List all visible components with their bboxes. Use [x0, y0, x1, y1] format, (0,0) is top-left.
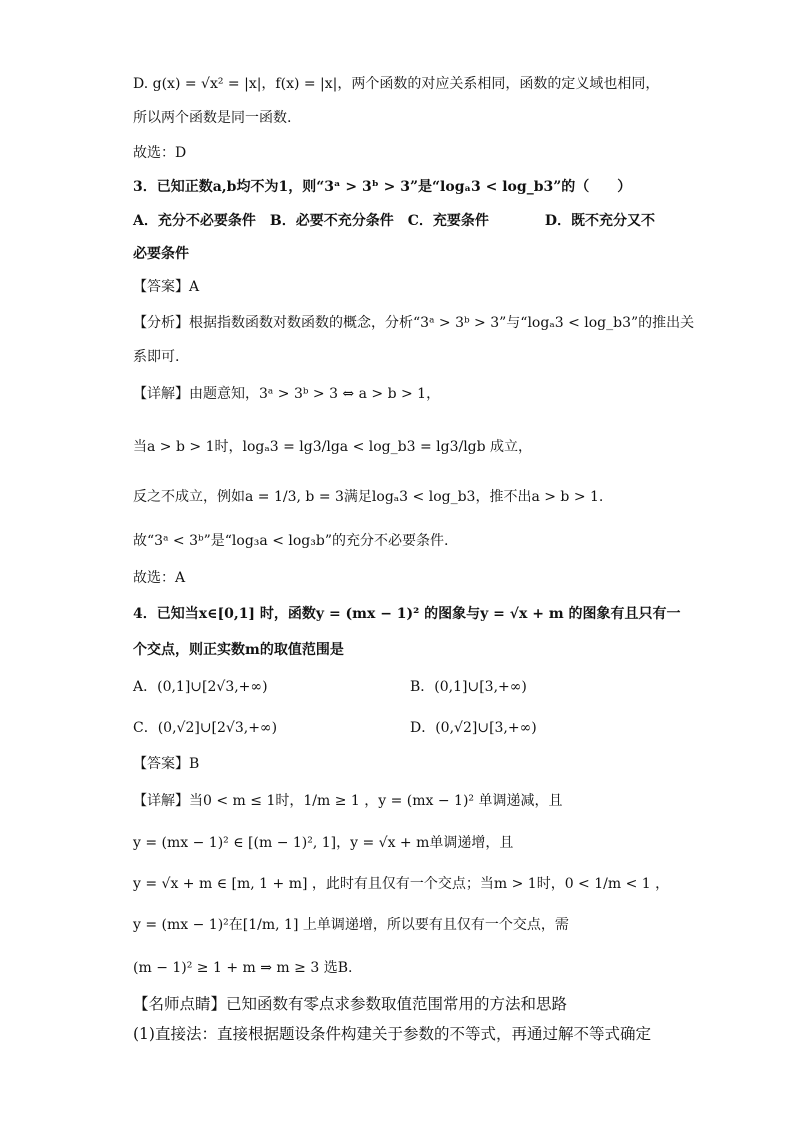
text-line: A．(0,1]∪[2√3,+∞) — [133, 679, 268, 695]
text-line: B．(0,1]∪[3,+∞) — [410, 679, 527, 695]
text-line: C．(0,√2]∪[2√3,+∞) — [133, 720, 278, 736]
text-line: y = (mx − 1)²在[1/m, 1] 上单调递增，所以要有且仅有一个交点，需 — [133, 917, 569, 933]
text-line: D. g(x) = √x² = |x|，f(x) = |x|，两个函数的对应关系相同，函数的定义域也相同， — [133, 76, 660, 92]
text-line: 必要条件 — [133, 246, 189, 262]
text-line: 【详解】当0 < m ≤ 1时，1/m ≥ 1 ，y = (mx − 1)² 单调递减，且 — [133, 793, 563, 809]
text-line: 个交点，则正实数m的取值范围是 — [133, 642, 344, 658]
text-line: y = (mx − 1)² ∈ [(m − 1)², 1]，y = √x + m单调递增，且 — [133, 835, 514, 851]
text-line: A．充分不必要条件 B．必要不充分条件 C．充要条件 D．既不充分又不 — [133, 213, 655, 229]
text-line: 当a > b > 1时，logₐ3 = lg3/lga < log_b3 = lg3/lgb 成立， — [133, 439, 533, 455]
text-line: 反之不成立，例如a = 1/3, b = 3满足logₐ3 < log_b3，推不出a > b > 1. — [133, 489, 604, 505]
text-line: (1)直接法：直接根据题设条件构建关于参数的不等式，再通过解不等式确定 — [133, 1025, 651, 1043]
text-line: D．(0,√2]∪[3,+∞) — [410, 720, 537, 736]
text-line: 系即可. — [133, 349, 180, 365]
text-line: (m − 1)² ≥ 1 + m ⇒ m ≥ 3 选B. — [133, 960, 353, 976]
text-line: 【答案】A — [133, 279, 200, 295]
text-line: 【详解】由题意知，3ᵃ > 3ᵇ > 3 ⇔ a > b > 1， — [133, 386, 441, 402]
text-line: 所以两个函数是同一函数. — [133, 110, 292, 126]
text-line: 4．已知当x∈[0,1] 时，函数y = (mx − 1)² 的图象与y = √x + m 的图象有且只有一 — [133, 606, 681, 622]
text-line: 【答案】B — [133, 756, 200, 772]
text-line: 3．已知正数a,b均不为1，则“3ᵃ > 3ᵇ > 3”是“logₐ3 < log_b3”的（ ） — [133, 179, 632, 195]
text-line: 故选：A — [133, 570, 186, 586]
text-line: y = √x + m ∈ [m, 1 + m] ，此时有且仅有一个交点；当m > 1时，0 < 1/m < 1 ， — [133, 876, 670, 892]
text-line: 【分析】根据指数函数对数函数的概念，分析“3ᵃ > 3ᵇ > 3”与“logₐ3 < log_b3”的推出关 — [133, 315, 695, 331]
text-line: 【名师点睛】已知函数有零点求参数取值范围常用的方法和思路 — [133, 995, 568, 1013]
text-line: 故“3ᵃ < 3ᵇ”是“log₃a < log₃b”的充分不必要条件. — [133, 533, 449, 549]
text-line: 故选：D — [133, 145, 187, 161]
